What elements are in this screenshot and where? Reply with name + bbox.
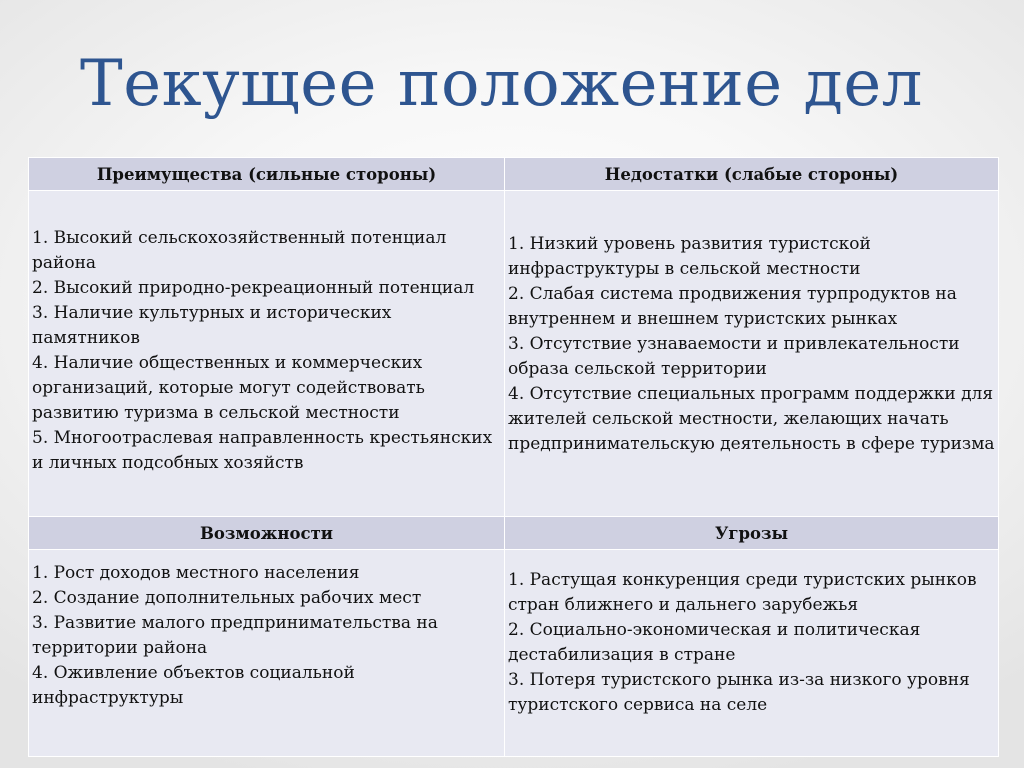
table-row xyxy=(29,550,999,757)
list-item: 3. Наличие культурных и исторических памятников xyxy=(32,302,392,348)
opportunities-cell xyxy=(29,550,505,757)
list-item: 4. Отсутствие специальных программ поддержки для жителей сельской местности, желающих начать предпринимательскую деятельность в сфере туризма xyxy=(508,384,995,454)
list-item: 1. Высокий сельскохозяйственный потенциал района xyxy=(32,227,447,273)
list-item: 1. Низкий уровень развития туристской инфраструктуры в сельской местности xyxy=(508,234,871,279)
list-item: 4. Наличие общественных и коммерческих организаций, которые могут содействовать развитию туризма в сельской местности xyxy=(32,352,425,423)
strengths-header: Преимущества (сильные стороны) xyxy=(29,158,505,191)
slide-title: Текущее положение дел xyxy=(80,47,923,121)
list-item: 1. Растущая конкуренция среди туристских рынков стран ближнего и дальнего зарубежья xyxy=(508,570,977,615)
opportunities-header: Возможности xyxy=(29,517,505,550)
weaknesses-list xyxy=(505,232,998,457)
weaknesses-header: Недостатки (слабые стороны) xyxy=(505,158,999,191)
weaknesses-cell xyxy=(505,191,999,517)
list-item: 3. Потеря туристского рынка из-за низкого уровня туристского сервиса на селе xyxy=(508,670,970,715)
list-item: 3. Развитие малого предпринимательства на территории района xyxy=(32,613,438,658)
threats-header: Угрозы xyxy=(505,517,999,550)
threats-cell xyxy=(505,550,999,757)
table-header-row xyxy=(29,158,999,191)
table-header-row xyxy=(29,517,999,550)
opportunities-list xyxy=(29,561,504,711)
threats-list xyxy=(505,568,998,718)
strengths-list xyxy=(29,226,504,476)
list-item: 4. Оживление объектов социальной инфраструктуры xyxy=(32,663,355,708)
list-item: 2. Социально-экономическая и политическая дестабилизация в стране xyxy=(508,620,921,665)
list-item: 2. Создание дополнительных рабочих мест xyxy=(32,588,422,608)
list-item: 2. Высокий природно-рекреационный потенциал xyxy=(32,277,475,298)
list-item: 1. Рост доходов местного населения xyxy=(32,563,360,583)
list-item: 2. Слабая система продвижения турпродуктов на внутреннем и внешнем туристских рынках xyxy=(508,284,957,329)
list-item: 3. Отсутствие узнаваемости и привлекательности образа сельской территории xyxy=(508,334,960,379)
strengths-cell xyxy=(29,191,505,517)
table-row xyxy=(29,191,999,517)
swot-table xyxy=(28,157,999,757)
list-item: 5. Многоотраслевая направленность крестьянских и личных подсобных хозяйств xyxy=(32,427,493,473)
